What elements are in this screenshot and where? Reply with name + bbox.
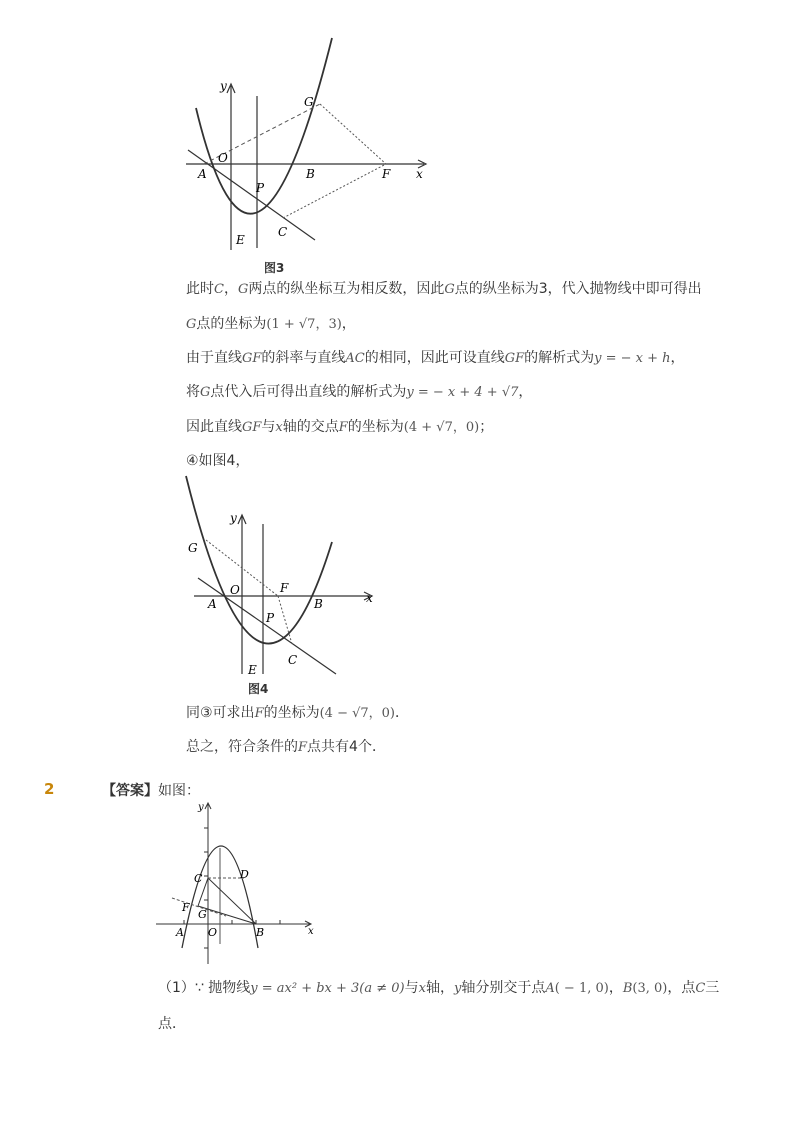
- part-1-line-1: （1）∵ 抛物线y = ax² + bx + 3(a ≠ 0)与x轴，y轴分别交于点A( − 1, 0)，B(3, 0)，点C三: [158, 980, 720, 996]
- fig5-label-a: A: [176, 926, 184, 939]
- fig4-label-c: C: [288, 653, 298, 667]
- fig3-label-g: G: [304, 95, 314, 109]
- fig3-label-f: F: [382, 167, 391, 181]
- text-line-1: 此时C，G两点的纵坐标互为相反数，因此G点的纵坐标为3，代入抛物线中即可得出: [186, 281, 702, 297]
- fig4-label-p: P: [266, 611, 275, 625]
- fig4-label-o: O: [230, 583, 240, 597]
- fig3-label-b: B: [306, 167, 315, 181]
- fig5-label-x: x: [308, 926, 314, 937]
- figure-3: [180, 30, 440, 260]
- fig3-label-p: P: [256, 181, 265, 195]
- text-line-5: 因此直线GF与x轴的交点F的坐标为(4 + √7，0)；: [186, 419, 494, 435]
- fig4-label-b: B: [314, 597, 323, 611]
- fig5-label-y: y: [198, 802, 204, 813]
- fig4-line-ac: [198, 578, 336, 674]
- fig3-dashed-gf: [320, 104, 386, 164]
- fig3-label-e: E: [236, 233, 245, 247]
- fig4-label-y: y: [230, 511, 237, 525]
- figure-4-caption: 图4: [248, 682, 269, 696]
- figure-5: [152, 798, 322, 966]
- figure-3-caption: 图3: [264, 261, 285, 275]
- fig4-parabola: [186, 476, 332, 644]
- fig3-dashed-cf: [283, 164, 386, 218]
- answer-tag: 【答案】: [102, 783, 158, 799]
- answer-text: 如图：: [158, 783, 200, 799]
- fig4-label-a: A: [208, 597, 217, 611]
- question-number: 2: [44, 780, 55, 798]
- fig5-label-o: O: [208, 926, 218, 939]
- fig5-label-b: B: [256, 926, 265, 939]
- fig5-label-g: G: [198, 908, 207, 921]
- answer-heading: [102, 780, 200, 800]
- fig4-label-e: E: [248, 663, 257, 677]
- text-line-8: 总之，符合条件的F点共有4个．: [186, 739, 386, 755]
- fig3-label-y: y: [220, 79, 227, 93]
- text-line-6: ④如图4，: [186, 453, 250, 469]
- fig5-label-d: D: [240, 868, 249, 881]
- fig3-label-a: A: [198, 167, 207, 181]
- part-1-line-2: 点．: [158, 1016, 186, 1032]
- text-line-4: 将G点代入后可得出直线的解析式为y = − x + 4 + √7，: [186, 384, 533, 400]
- fig4-label-f: F: [280, 581, 289, 595]
- figure-4: [180, 474, 380, 682]
- fig5-label-c: C: [194, 872, 203, 885]
- text-line-3: 由于直线GF的斜率与直线AC的相同，因此可设直线GF的解析式为y = − x + h，: [186, 350, 685, 366]
- fig4-label-g: G: [188, 541, 198, 555]
- fig5-label-f: F: [182, 901, 190, 914]
- fig3-label-o: O: [218, 151, 228, 165]
- text-line-2: G点的坐标为(1 + √7，3)，: [186, 316, 356, 332]
- fig4-label-x: x: [366, 591, 373, 605]
- fig3-label-x: x: [416, 167, 423, 181]
- fig3-label-c: C: [278, 225, 288, 239]
- text-line-7: 同③可求出F的坐标为(4 − √7，0)．: [186, 705, 409, 721]
